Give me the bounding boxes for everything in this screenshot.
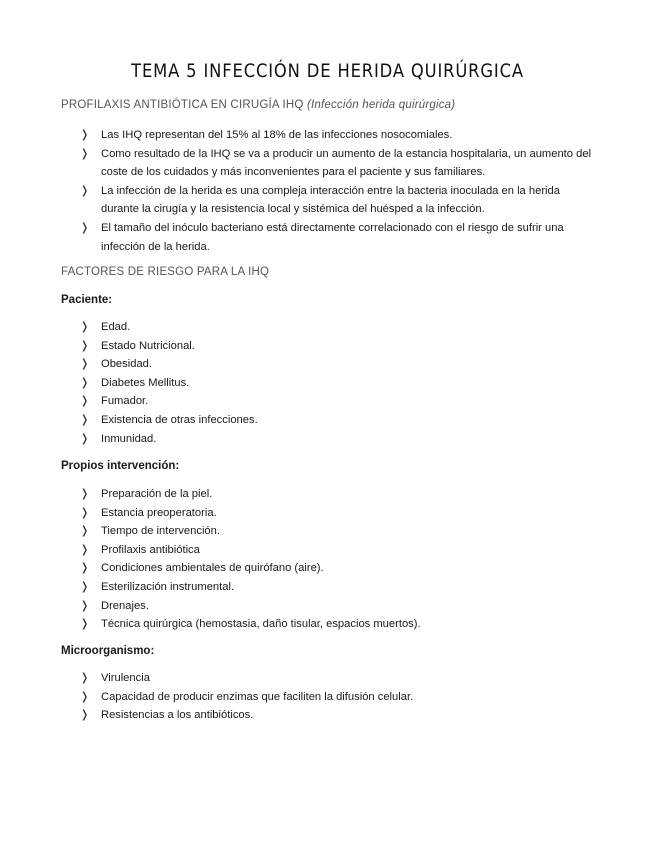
list-item [61,541,601,560]
list-item [61,669,601,688]
paciente-list-block [61,318,601,448]
list-item-text: Estancia preoperatoria. [101,506,217,519]
chevron-bullet-icon: ❭ [80,524,90,538]
list-item-text: Drenajes. [101,599,149,612]
list-item [61,430,601,449]
section-heading-profilaxis [61,99,455,111]
list-item [61,318,601,337]
chevron-bullet-icon: ❭ [80,505,90,519]
list-item [61,374,601,393]
chevron-bullet-icon: ❭ [80,320,90,333]
chevron-bullet-icon: ❭ [80,617,90,631]
intervencion-list-block [61,485,601,634]
chevron-bullet-icon: ❭ [80,561,90,575]
list-item-text: Profilaxis antibiótica [101,543,200,556]
chevron-bullet-icon: ❭ [80,431,90,445]
chevron-bullet-icon: ❭ [80,338,90,352]
group-label-microorganismo: Microorganismo: [61,645,155,657]
list-item-text: Existencia de otras infecciones. [101,413,258,426]
list-item [61,615,601,634]
list-item [61,355,601,374]
list-item-text: Obesidad. [101,358,152,371]
list-item [61,688,601,707]
list-item-text: Estado Nutricional. [101,339,195,352]
chevron-bullet-icon: ❭ [80,128,90,141]
list-item-text: Resistencias a los antibióticos. [101,709,254,722]
list-item-text: El tamaño del inóculo bacteriano está directamente correlacionado con el riesgo de sufrir una infección de la herida. [101,221,564,253]
list-item [61,597,601,616]
chevron-bullet-icon: ❭ [80,146,90,160]
list-item [61,559,601,578]
list-item-text: Inmunidad. [101,432,157,445]
chevron-bullet-icon: ❭ [80,357,90,371]
microorganismo-list-block [61,669,601,725]
group-label-intervencion: Propios intervención: [61,460,180,472]
list-item-text: Preparación de la piel. [101,488,213,500]
chevron-bullet-icon: ❭ [80,394,90,408]
list-item-text: Condiciones ambientales de quirófano (aire). [101,562,324,575]
chevron-bullet-icon: ❭ [80,598,90,612]
list-item [61,578,601,597]
list-item [61,337,601,356]
profilaxis-list-block [61,126,601,256]
chevron-bullet-icon: ❭ [80,183,90,197]
chevron-bullet-icon: ❭ [80,412,90,426]
list-item [61,411,601,430]
page-title: TEMA 5 INFECCIÓN DE HERIDA QUIRÚRGICA [131,60,524,82]
list-item [61,485,601,504]
list-item-text: Las IHQ representan del 15% al 18% de las infecciones nosocomiales. [101,129,453,141]
section-heading-factores: FACTORES DE RIESGO PARA LA IHQ [61,266,270,278]
list-item-text: Tiempo de intervención. [101,525,220,538]
list-item-text: Como resultado de la IHQ se va a producir un aumento de la estancia hospitalaria, un aumento del coste de los cuidados y más inconvenientes para el paciente y sus familiares. [101,147,592,179]
chevron-bullet-icon: ❭ [80,487,90,500]
chevron-bullet-icon: ❭ [80,671,90,684]
paciente-bullet-list [61,318,601,448]
chevron-bullet-icon: ❭ [80,542,90,556]
list-item-text: Diabetes Mellitus. [101,376,190,389]
list-item [61,706,601,725]
section-heading-text: PROFILAXIS ANTIBIÓTICA EN CIRUGÍA IHQ [61,99,304,111]
list-item [61,219,601,256]
list-item-text: La infección de la herida es una compleja interacción entre la bacteria inoculada en la herida durante la cirugía y la resistencia local y sistémica del huésped a la infección. [101,184,560,216]
list-item [61,182,601,219]
list-item [61,522,601,541]
microorganismo-bullet-list [61,669,601,725]
list-item-text: Virulencia [101,672,150,684]
list-item [61,504,601,523]
list-item-text: Capacidad de producir enzimas que faciliten la difusión celular. [101,690,414,703]
group-label-paciente: Paciente: [61,294,113,306]
list-item [61,145,601,182]
list-item-text: Edad. [101,321,131,333]
list-item-text: Esterilización instrumental. [101,580,235,593]
chevron-bullet-icon: ❭ [80,375,90,389]
list-item [61,392,601,411]
section-heading-subtext: (Infección herida quirúrgica) [306,99,456,111]
list-item-text: Fumador. [101,395,149,408]
chevron-bullet-icon: ❭ [80,579,90,593]
chevron-bullet-icon: ❭ [80,220,90,234]
chevron-bullet-icon: ❭ [80,708,90,722]
intervencion-bullet-list [61,485,601,634]
chevron-bullet-icon: ❭ [80,689,90,703]
list-item [61,126,601,145]
list-item-text: Técnica quirúrgica (hemostasia, daño tisular, espacios muertos). [101,618,421,631]
profilaxis-bullet-list [61,126,601,256]
